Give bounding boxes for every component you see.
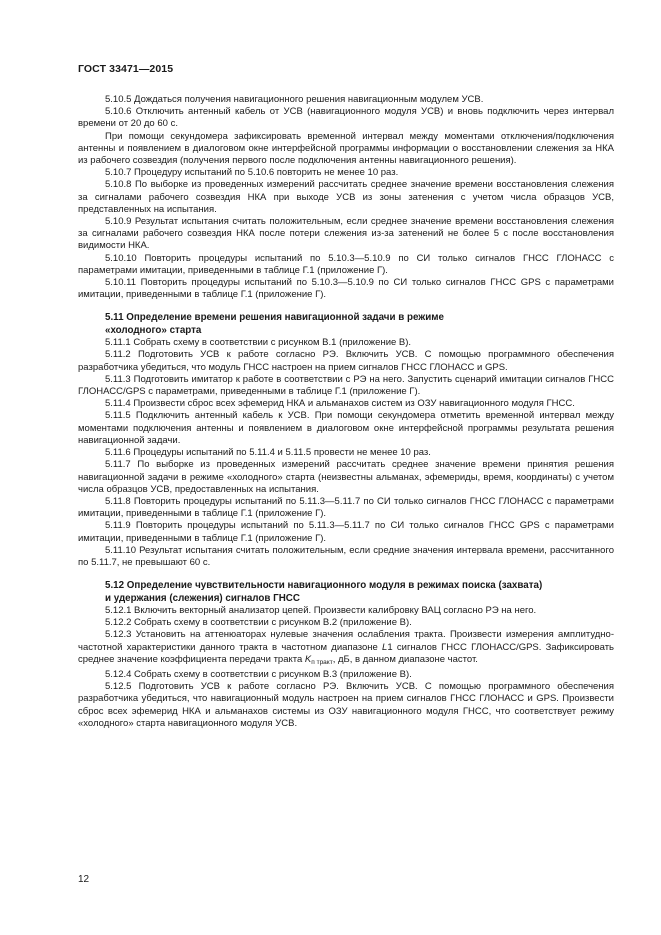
document-code: ГОСТ 33471—2015 (78, 63, 174, 75)
paragraph: 5.11.8 Повторить процедуры испытаний по 5.11.3—5.11.7 по СИ только сигналов ГНСС ГЛОНАСС с параметрами имитации, приведенными в таблице Г.1 (приложение Г). (78, 495, 614, 520)
paragraph: 5.11.1 Собрать схему в соответствии с рисунком В.1 (приложение В). (105, 337, 412, 349)
paragraph: 5.11.2 Подготовить УСВ к работе согласно РЭ. Включить УСВ. С помощью программного обеспечения разработчика убедиться, что модуль ГНСС настроен на прием сигналов ГНСС ГЛОНАСС и GPS. (78, 349, 614, 373)
paragraph: 5.10.5 Дождаться получения навигационного решения навигационным модулем УСВ. (105, 94, 484, 105)
paragraph: 5.12.4 Собрать схему в соответствии с рисунком В.3 (приложение В). (105, 668, 412, 680)
symbol-k-subscript: п тракт (311, 658, 333, 666)
paragraph: 5.10.10 Повторить процедуры испытаний по 5.10.3—5.10.9 по СИ только сигналов ГНСС ГЛОНАСС с параметрами имитации, приведенными в таблице Г.1 (приложение Г). (78, 252, 614, 276)
paragraph: 5.11.9 Повторить процедуры испытаний по 5.11.3—5.11.7 по СИ только сигналов ГНСС GPS с параметрами имитации, приведенными в таблице Г.1 (приложение Г). (78, 520, 614, 544)
heading-line: 5.12 Определение чувствительности навигационного модуля в режимах поиска (захвата) (105, 580, 543, 592)
document-body (78, 94, 614, 730)
paragraph: 5.11.10 Результат испытания считать положительным, если средние значения интервала времени, рассчитанного по 5.11.7, не превышают 60 с. (78, 544, 614, 568)
section-heading-5-12 (78, 580, 614, 605)
paragraph: 5.10.7 Процедуру испытаний по 5.10.6 повторить не менее 10 раз. (105, 167, 399, 179)
paragraph: 5.10.9 Результат испытания считать положительным, если среднее значение времени восстановления слежения за сигналами рабочего созвездия НКА после потери слежения из-за затенений не более 5 с после восстановления видимости НКА. (78, 216, 614, 252)
heading-line: «холодного» старта (105, 324, 202, 336)
paragraph: 5.12.1 Включить векторный анализатор цепей. Произвести калибровку ВАЦ согласно РЭ на него. (105, 604, 537, 616)
text-run: , дБ, в данном диапазоне частот. (332, 653, 478, 665)
paragraph: 5.10.6 Отключить антенный кабель от УСВ (навигационного модуля УСВ) и вновь подключить через интервал времени от 20 до 60 с. (78, 106, 614, 130)
paragraph: При помощи секундомера зафиксировать временной интервал между моментами отключения/подключения антенны и появлением в диалоговом окне интерфейсной программы информации о восстановлении слежения за НКА из рабочего созвездия (получения первого после подключения антенны навигационного решения). (78, 130, 614, 167)
symbol-l: L (382, 641, 388, 653)
text-run: сигналов ГНСС ГЛОНАСС/GPS. Зафиксировать среднее значение коэффициента передачи тракта (78, 641, 614, 665)
paragraph: 5.11.4 Произвести сброс всех эфемерид НКА и альманахов систем из ОЗУ навигационного модуля ГНСС. (105, 398, 575, 410)
paragraph: 5.11.7 По выборке из проведенных измерений рассчитать среднее значение времени принятия решения навигационной задачи в режиме «холодного» старта (неизвестны альманах, эфемериды, время, координаты) с учетом числа образцов УСВ, предоставленных на испытания. (78, 459, 614, 495)
heading-line: 5.11 Определение времени решения навигационной задачи в режиме (105, 312, 444, 324)
paragraph: 5.10.11 Повторить процедуры испытаний по 5.10.3—5.10.9 по СИ только сигналов ГНСС GPS с параметрами имитации, приведенными в таблице Г.1 (приложение Г). (78, 277, 614, 301)
paragraph: 5.10.8 По выборке из проведенных измерений рассчитать среднее значение времени восстановления слежения за сигналами рабочего созвездия НКА при выходе УСВ из зоны затенения с учетом числа образцов УСВ, представленных на испытания. (78, 179, 614, 215)
paragraph: 5.11.5 Подключить антенный кабель к УСВ. При помощи секундомера отметить временной интервал между моментами подключения антенны и появлением в диалоговом окне интерфейсной программы результата решения навигационной задачи. (78, 410, 614, 446)
paragraph: 5.12.5 Подготовить УСВ к работе согласно РЭ. Включить УСВ. С помощью программного обеспечения разработчика убедиться, что навигационный модуль настроен на прием сигналов ГНСС ГЛОНАСС и GPS. Произвести сброс всех эфемерид НКА и альманахов системы из ОЗУ навигационного модуля ГНСС, что соответствует режиму «холодного» старта навигационного модуля УСВ. (78, 681, 614, 729)
section-heading-5-11 (78, 312, 614, 337)
symbol-l-index: 1 (387, 641, 393, 653)
heading-line: и удержания (слежения) сигналов ГНСС (105, 592, 300, 604)
paragraph: 5.11.6 Процедуры испытаний по 5.11.4 и 5.11.5 провести не менее 10 раз. (105, 447, 431, 459)
paragraph: 5.12.2 Собрать схему в соответствии с рисунком В.2 (приложение В). (105, 617, 412, 629)
paragraph-5-12-3 (78, 629, 614, 669)
page-number: 12 (78, 874, 90, 885)
symbol-k: K (304, 653, 312, 665)
paragraph: 5.11.3 Подготовить имитатор к работе в соответствии с РЭ на него. Запустить сценарий имитации сигналов ГНСС ГЛОНАСС/GPS с параметрами, приведенными в таблице Г.1 (приложение Г). (78, 373, 614, 398)
text-run: 5.12.3 Установить на аттенюаторах нулевые значения ослабления тракта. Произвести измерения амплитудно-частотной характеристики данного тракта в частотном диапазоне (78, 629, 614, 653)
